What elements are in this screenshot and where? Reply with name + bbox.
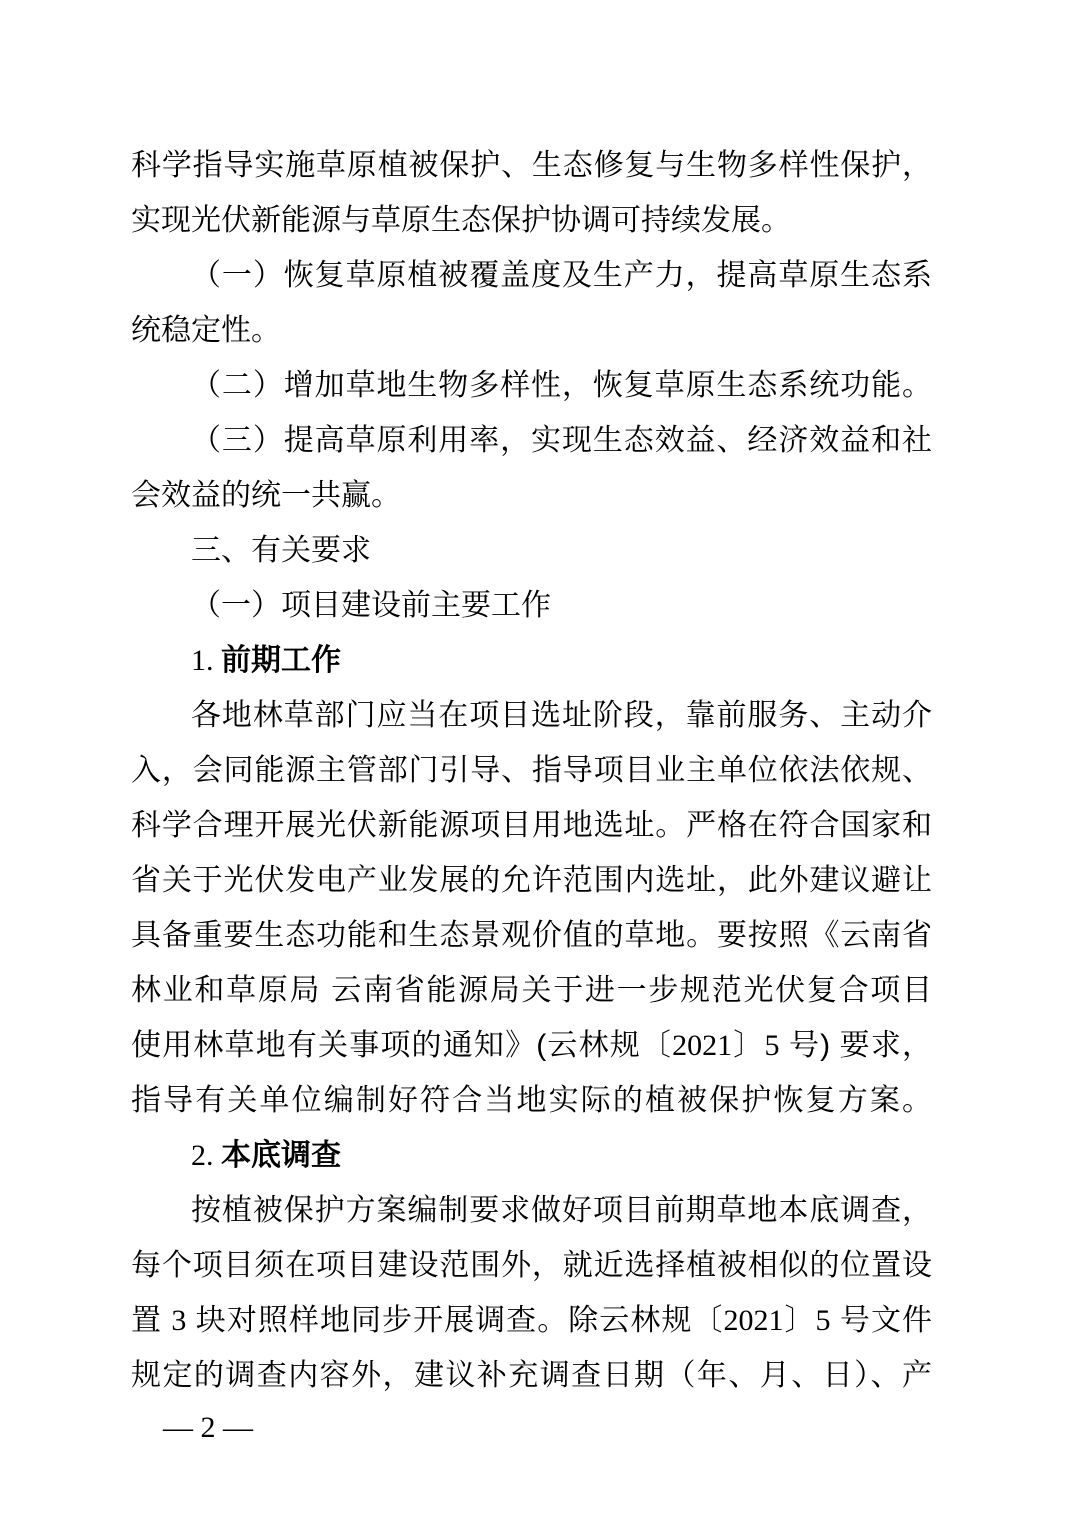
page-number <box>163 1406 253 1450</box>
body-text: 林业和草原局 云南省能源局关于进一步规范光伏复合项目 <box>131 974 932 1007</box>
body-text: 各地林草部门应当在项目选址阶段，靠前服务、主动介 <box>191 699 932 732</box>
text-line <box>131 193 932 248</box>
numeral-text: 5 <box>764 1029 780 1062</box>
text-line <box>131 963 932 1018</box>
heading-text: 本底调查 <box>221 1139 341 1172</box>
numeral-text: 2. <box>191 1139 221 1172</box>
body-text: 科学合理开展光伏新能源项目用地选址。严格在符合国家和 <box>131 809 932 842</box>
text-line <box>131 1183 932 1238</box>
numeral-text: 2021 <box>672 1029 733 1062</box>
numeral-text: 1. <box>191 644 221 677</box>
body-text: 〕 <box>783 1304 816 1337</box>
body-text: 块对照样地同步开展调查。除云林规〔 <box>186 1304 724 1337</box>
body-text: 使用林草地有关事项的通知》(云林规〔 <box>131 1029 673 1062</box>
body-text: 会效益的统一共赢。 <box>131 479 401 512</box>
body-text: （一）恢复草原植被覆盖度及生产力，提高草原生态系 <box>191 259 932 292</box>
body-text: 号) 要求， <box>779 1029 932 1062</box>
text-line <box>131 1018 932 1073</box>
text-line <box>131 688 932 743</box>
text-line <box>131 1348 932 1403</box>
text-line <box>131 1073 932 1128</box>
text-line <box>131 358 932 413</box>
text-line <box>131 1128 932 1183</box>
text-line <box>131 248 932 303</box>
text-line <box>131 1238 932 1293</box>
body-text: 入，会同能源主管部门引导、指导项目业主单位依法依规、 <box>131 754 932 787</box>
text-line <box>131 578 932 633</box>
text-line <box>131 743 932 798</box>
text-line <box>131 523 932 578</box>
document-body <box>131 138 932 1403</box>
body-text: 按植被保护方案编制要求做好项目前期草地本底调查， <box>191 1194 932 1227</box>
heading-text: 前期工作 <box>221 644 341 677</box>
text-line <box>131 303 932 358</box>
body-text: 统稳定性。 <box>131 314 281 347</box>
page-number-label: — 2 — <box>163 1411 253 1444</box>
text-line <box>131 413 932 468</box>
body-text: 置 <box>131 1304 172 1337</box>
text-line <box>131 138 932 193</box>
body-text: 指导有关单位编制好符合当地实际的植被保护恢复方案。 <box>131 1084 932 1117</box>
body-text: 具备重要生态功能和生态景观价值的草地。要按照《云南省 <box>131 919 932 952</box>
body-text: 科学指导实施草原植被保护、生态修复与生物多样性保护， <box>131 149 932 182</box>
body-text: 规定的调查内容外，建议补充调查日期（年、月、日）、产 <box>131 1359 932 1392</box>
body-text: 每个项目须在项目建设范围外，就近选择植被相似的位置设 <box>131 1249 932 1282</box>
body-text: （一）项目建设前主要工作 <box>191 589 551 622</box>
text-line <box>131 908 932 963</box>
body-text: （三）提高草原利用率，实现生态效益、经济效益和社 <box>191 424 932 457</box>
numeral-text: 2021 <box>723 1304 784 1337</box>
text-line <box>131 1293 932 1348</box>
numeral-text: 3 <box>171 1304 187 1337</box>
body-text: 号文件 <box>830 1304 932 1337</box>
body-text: （二）增加草地生物多样性，恢复草原生态系统功能。 <box>191 369 932 402</box>
body-text: 省关于光伏发电产业发展的允许范围内选址，此外建议避让 <box>131 864 932 897</box>
body-text: 实现光伏新能源与草原生态保护协调可持续发展。 <box>131 204 791 237</box>
text-line <box>131 853 932 908</box>
text-line <box>131 633 932 688</box>
numeral-text: 5 <box>815 1304 831 1337</box>
text-line <box>131 798 932 853</box>
text-line <box>131 468 932 523</box>
body-text: 三、有关要求 <box>191 534 371 567</box>
body-text: 〕 <box>732 1029 765 1062</box>
